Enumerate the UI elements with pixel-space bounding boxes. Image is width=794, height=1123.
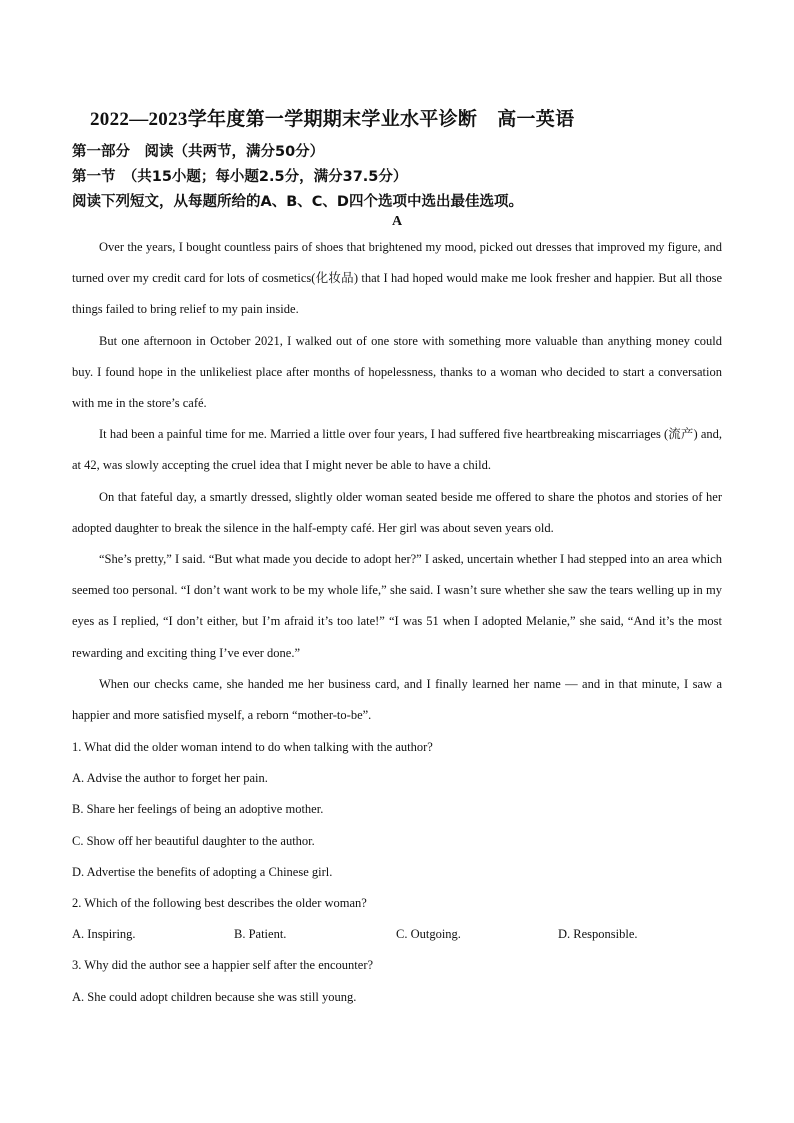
exam-title-main: 2022—2023学年度第一学期期末学业水平诊断 [90,109,478,130]
question-2-option-c: C. Outgoing. [396,927,461,942]
question-3-option-a: A. She could adopt children because she was still young. [72,989,357,1004]
question-2-option-b: B. Patient. [234,927,287,942]
passage-paragraph: It had been a painful time for me. Married a little over four years, I had suffered five heartbreaking miscarriages (流产) and, at 42, was slowly accepting the cruel idea that I might never be able to have a child. [72,427,722,473]
question-1-stem: 1. What did the older woman intend to do when talking with the author? [72,740,433,754]
passage-paragraph: When our checks came, she handed me her business card, and I finally learned her name — and in that minute, I saw a happier and more satisfied myself, a reborn “mother-to-be”. [72,676,722,723]
passage-paragraph: Over the years, I bought countless pairs of shoes that brightened my mood, picked out dresses that improved my figure, and turned over my credit card for lots of cosmetics(化妆品) that I had hoped would make me look fresher and happier. But all those things failed to bring relief to my pain inside. [72,240,722,317]
passage-paragraph: “She’s pretty,” I said. “But what made you decide to adopt her?” I asked, uncertain whether I had stepped into an area which seemed too personal. “I don’t want work to be my whole life,” she said. I wasn’t sure whether she saw the tears welling up in my eyes as I replied, “I don’t either, but I’m afraid it’s too late!” “I was 51 when I adopted Melanie,” she said, “And it’s the most rewarding and exciting thing I’ve ever done.” [72,552,722,660]
passage-body [72,232,722,731]
question-3-stem: 3. Why did the author see a happier self after the encounter? [72,958,374,973]
passage-paragraph: On that fateful day, a smartly dressed, slightly older woman seated beside me offered to share the photos and stories of her adopted daughter to break the silence in the half-empty café. Her girl was about seven years old. [72,489,722,535]
instruction-text: 阅读下列短文，从每题所给的A、B、C、D四个选项中选出最佳选项。 [72,194,523,210]
question-2-stem: 2. Which of the following best describes the older woman? [72,896,367,911]
question-2-options [72,919,722,950]
question-1-option-b: B. Share her feelings of being an adoptive mother. [72,802,324,817]
section-heading: 第一节 （共15小题；每小题2.5分，满分37.5分） [72,169,408,185]
questions [72,732,722,1013]
exam-title-subject: 高一英语 [497,109,575,130]
question-2-option-a: A. Inspiring. [72,927,136,942]
exam-title [90,104,730,131]
question-2-option-d: D. Responsible. [558,927,638,942]
question-1-option-a: A. Advise the author to forget her pain. [72,771,268,786]
question-1-option-c: C. Show off her beautiful daughter to the author. [72,833,315,848]
passage-paragraph: But one afternoon in October 2021, I walked out of one store with something more valuable than anything money could buy. I found hope in the unlikeliest place after months of hopelessness, thanks to a woman who decided to start a conversation with me in the store’s café. [72,333,722,411]
part-heading: 第一部分 阅读（共两节，满分50分） [72,144,325,160]
passage-letter: A [391,214,403,229]
question-1-option-d: D. Advertise the benefits of adopting a Chinese girl. [72,864,333,879]
